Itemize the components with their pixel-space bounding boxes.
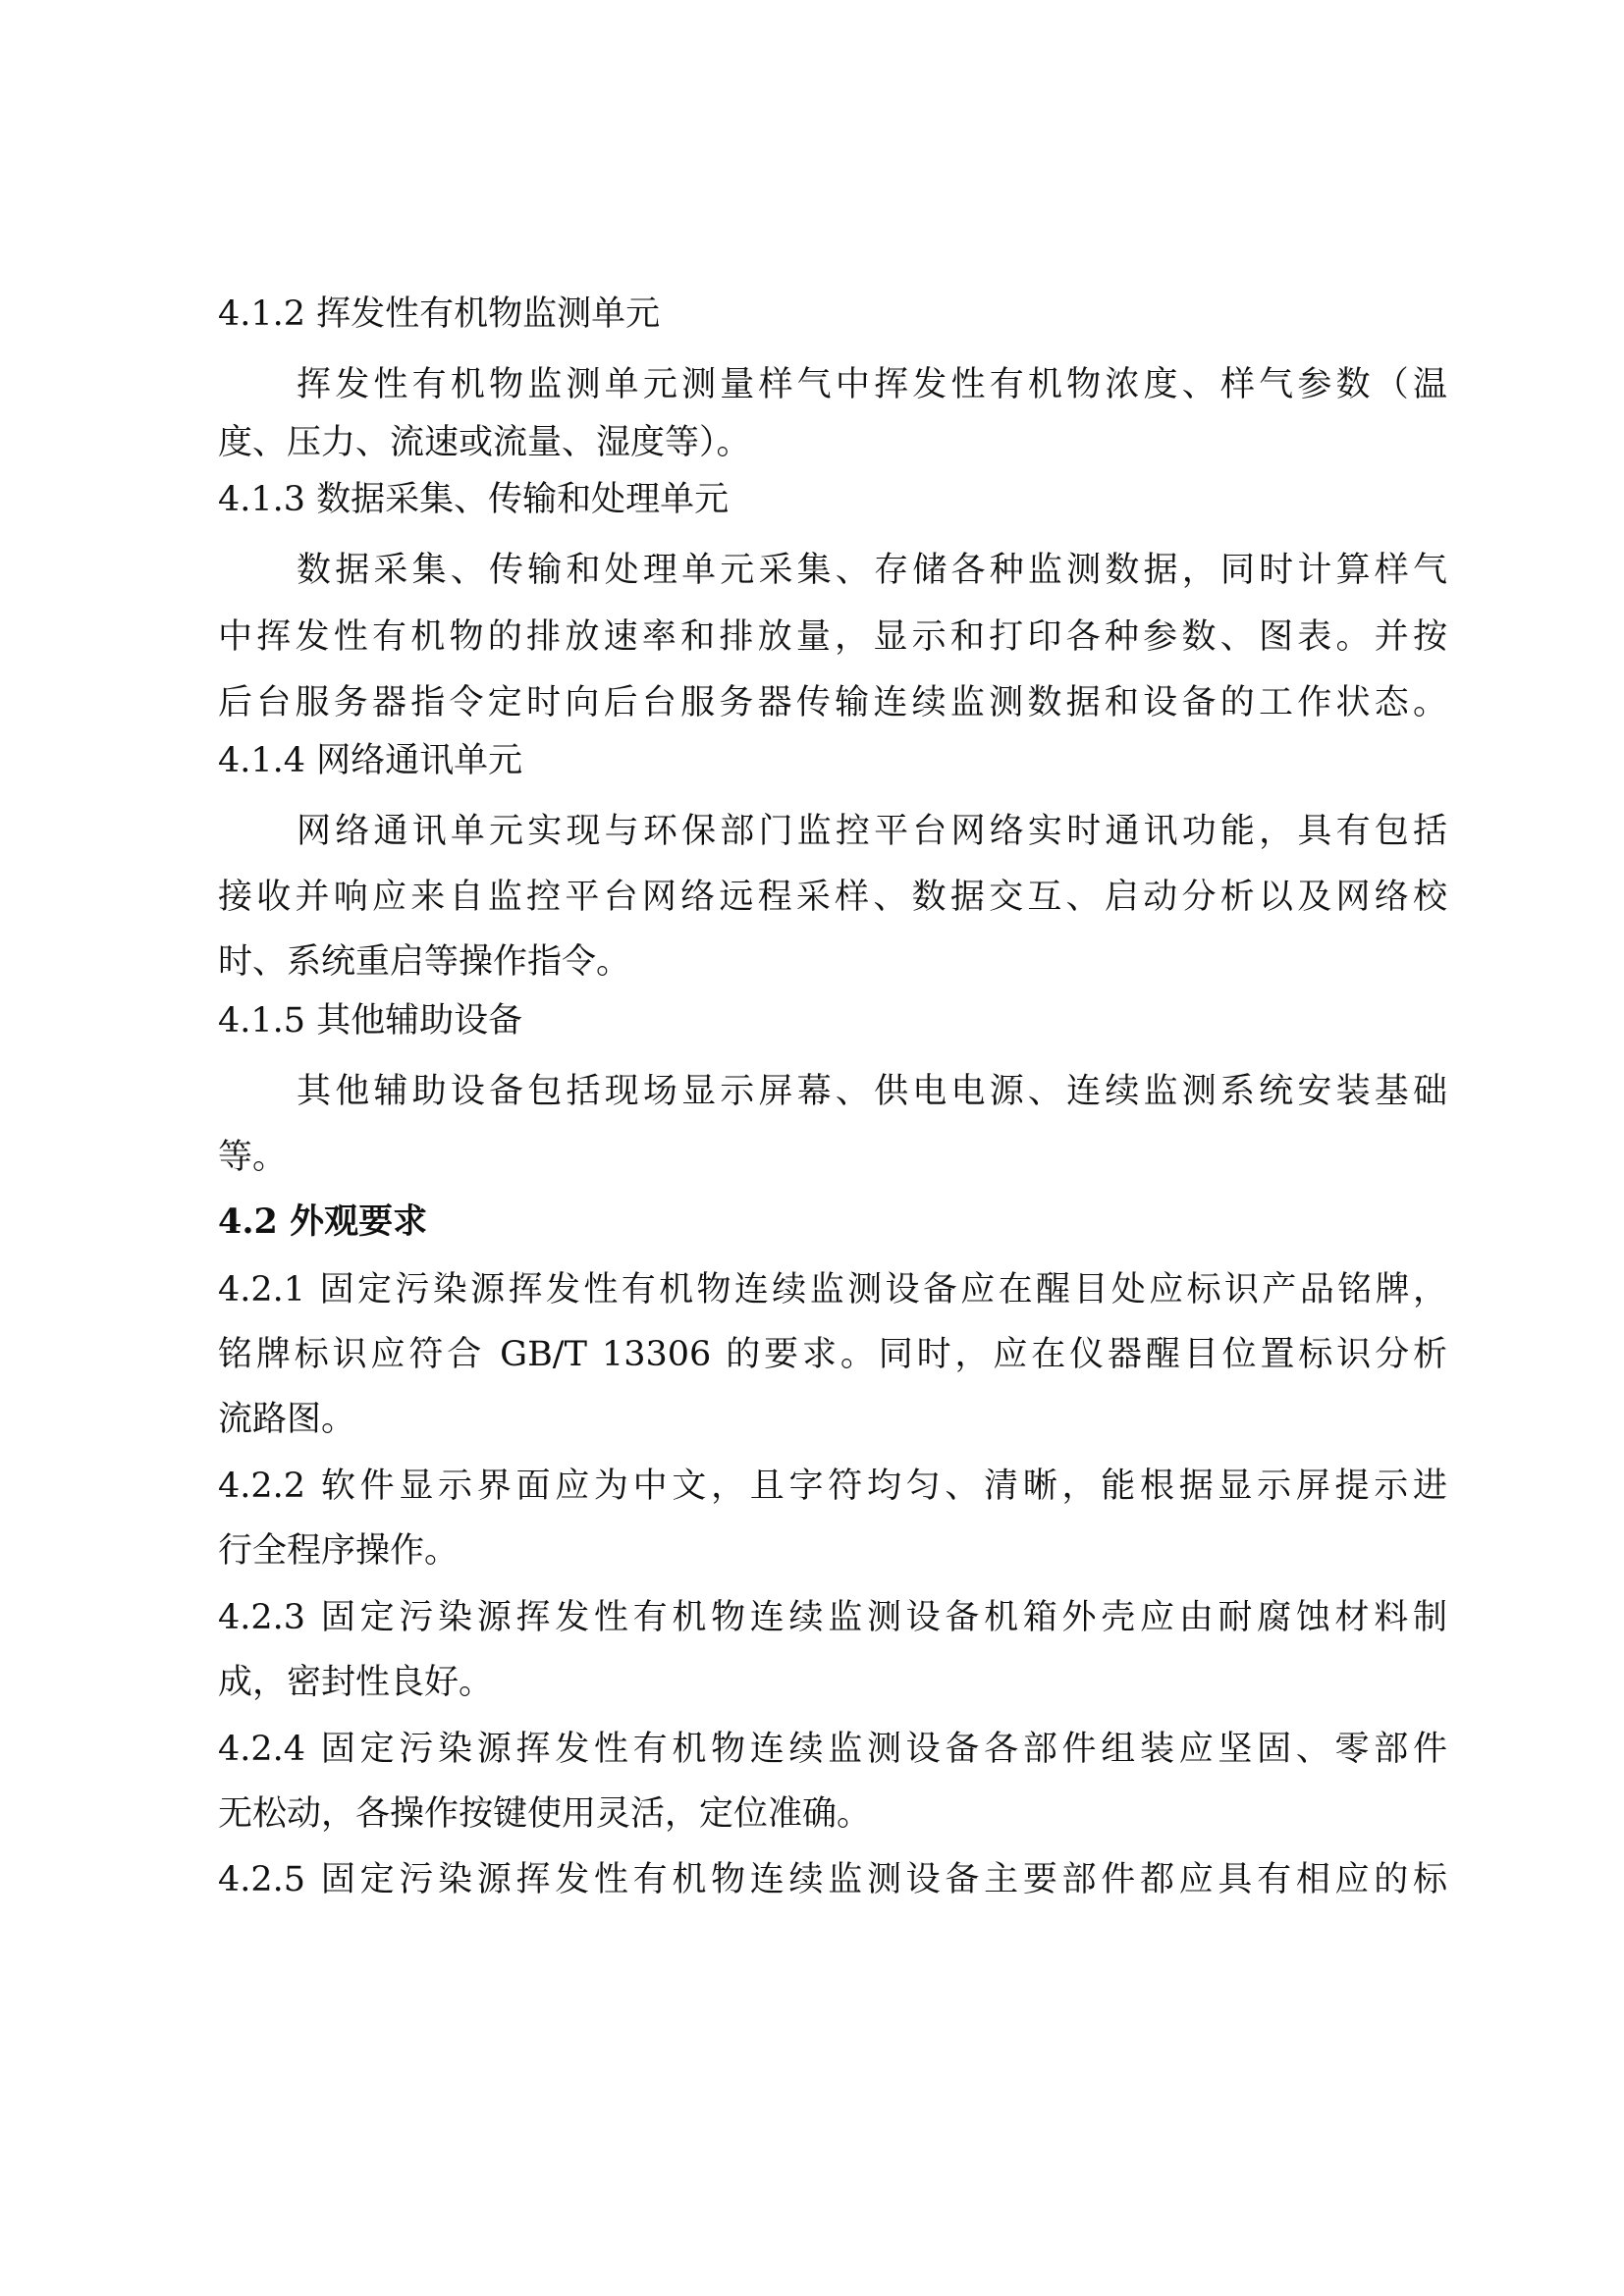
paragraph-line: 时、系统重启等操作指令。 [218, 942, 631, 982]
paragraph-line: 后台服务器指令定时向后台服务器传输连续监测数据和设备的工作状态。 [218, 683, 1447, 722]
clause-line: 4.2.2 软件显示界面应为中文，且字符均匀、清晰，能根据显示屏提示进 [218, 1467, 1447, 1506]
clause-line: 4.2.3 固定污染源挥发性有机物连续监测设备机箱外壳应由耐腐蚀材料制 [218, 1598, 1447, 1637]
clause-line: 成，密封性良好。 [218, 1663, 494, 1702]
section-heading-4-1-4: 4.1.4 网络通讯单元 [218, 741, 523, 780]
clause-line: 铭牌标识应符合 GB/T 13306 的要求。同时，应在仪器醒目位置标识分析 [218, 1335, 1447, 1374]
paragraph-line: 其他辅助设备包括现场显示屏幕、供电电源、连续监测系统安装基础 [297, 1072, 1447, 1111]
clause-line: 4.2.4 固定污染源挥发性有机物连续监测设备各部件组装应坚固、零部件 [218, 1730, 1447, 1769]
clause-line: 无松动，各操作按键使用灵活，定位准确。 [218, 1794, 872, 1834]
paragraph-line: 度、压力、流速或流量、湿度等）。 [218, 423, 751, 462]
paragraph-line: 中挥发性有机物的排放速率和排放量，显示和打印各种参数、图表。并按 [218, 617, 1447, 657]
clause-line: 4.2.1 固定污染源挥发性有机物连续监测设备应在醒目处应标识产品铭牌， [218, 1270, 1447, 1309]
paragraph-line: 网络通讯单元实现与环保部门监控平台网络实时通讯功能，具有包括 [297, 812, 1447, 851]
section-heading-4-1-2: 4.1.2 挥发性有机物监测单元 [218, 294, 661, 334]
paragraph-line: 挥发性有机物监测单元测量样气中挥发性有机物浓度、样气参数（温 [297, 365, 1447, 404]
section-heading-4-1-5: 4.1.5 其他辅助设备 [218, 1001, 523, 1041]
section-heading-4-2: 4.2 外观要求 [218, 1201, 428, 1242]
paragraph-line: 数据采集、传输和处理单元采集、存储各种监测数据，同时计算样气 [297, 551, 1447, 590]
clause-line: 行全程序操作。 [218, 1531, 460, 1571]
clause-line: 流路图。 [218, 1400, 356, 1439]
clause-line: 4.2.5 固定污染源挥发性有机物连续监测设备主要部件都应具有相应的标 [218, 1860, 1447, 1899]
paragraph-line: 等。 [218, 1138, 288, 1177]
paragraph-line: 接收并响应来自监控平台网络远程采样、数据交互、启动分析以及网络校 [218, 878, 1447, 917]
section-heading-4-1-3: 4.1.3 数据采集、传输和处理单元 [218, 480, 730, 519]
